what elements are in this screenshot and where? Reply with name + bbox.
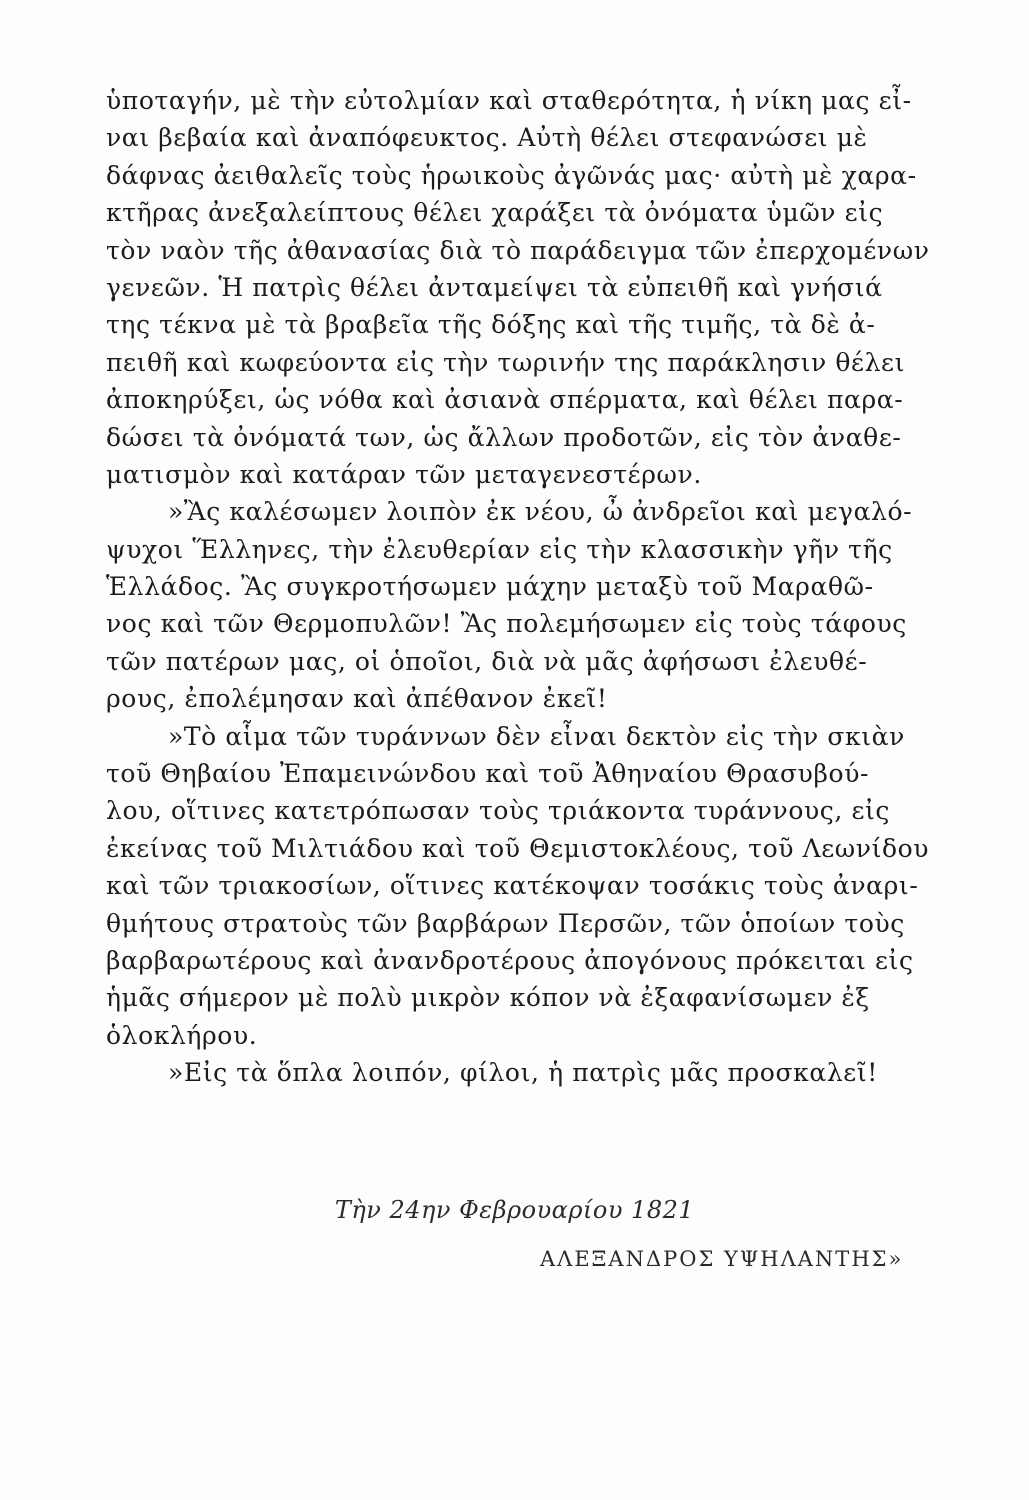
text-line: ματισμὸν καὶ κατάραν τῶν μεταγενεστέρων. [106,459,702,489]
text-line: τοῦ Θηβαίου Ἐπαμεινώνδου καὶ τοῦ Ἀθηναίου Θρασυβού- [106,759,870,789]
text-line: ρους, ἐπολέμησαν καὶ ἀπέθανον ἐκεῖ! [106,684,608,714]
text-line: τὸν ναὸν τῆς ἀθανασίας διὰ τὸ παράδειγμα τῶν ἐπερχομένων [106,235,930,265]
text-line: γενεῶν. Ἡ πατρὶς θέλει ἀνταμείψει τὰ εὐπειθῆ καὶ γνήσιά [106,272,883,302]
text-line: ψυχοι Ἕλληνες, τὴν ἐλευθερίαν εἰς τὴν κλασσικὴν γῆν τῆς [106,534,893,564]
text-line: δώσει τὰ ὀνόματά των, ὡς ἄλλων προδοτῶν, εἰς τὸν ἀναθε- [106,422,902,452]
text-line: τῶν πατέρων μας, οἱ ὁποῖοι, διὰ νὰ μᾶς ἀφήσωσι ἐλευθέ- [106,646,868,676]
text-line: κτῆρας ἀνεξαλείπτους θέλει χαράξει τὰ ὀνόματα ὑμῶν εἰς [106,198,884,228]
text-line: νος καὶ τῶν Θερμοπυλῶν! Ἂς πολεμήσωμεν εἰς τοὺς τάφους [106,609,907,639]
paragraph-start-line: »Τὸ αἷμα τῶν τυράννων δὲν εἶναι δεκτὸν εἰς τὴν σκιὰν [168,721,905,751]
paragraph-start-line: »Ἂς καλέσωμεν λοιπὸν ἐκ νέου, ὦ ἀνδρεῖοι καὶ μεγαλό- [168,497,913,527]
text-line: της τέκνα μὲ τὰ βραβεῖα τῆς δόξης καὶ τῆς τιμῆς, τὰ δὲ ἀ- [106,310,876,340]
signature: ΑΛΕΞΑΝΔΡΟΣ ΥΨΗΛΑΝΤΗΣ» [540,1247,904,1271]
text-line: πειθῆ καὶ κωφεύοντα εἰς τὴν τωρινήν της παράκλησιν θέλει [106,347,905,377]
letter-date: Τὴν 24ην Φεβρουαρίου 1821 [334,1196,695,1224]
text-line: καὶ τῶν τριακοσίων, οἵτινες κατέκοψαν τοσάκις τοὺς ἀναρι- [106,871,919,901]
text-line: λου, οἵτινες κατετρόπωσαν τοὺς τριάκοντα τυράννους, εἰς [106,796,891,826]
text-line: βαρβαρωτέρους καὶ ἀνανδροτέρους ἀπογόνους πρόκειται εἰς [106,945,914,975]
body-text [106,82,952,1092]
text-line: ἐκείνας τοῦ Μιλτιάδου καὶ τοῦ Θεμιστοκλέους, τοῦ Λεωνίδου [106,833,930,863]
text-line: ἡμᾶς σήμερον μὲ πολὺ μικρὸν κόπον νὰ ἐξαφανίσωμεν ἐξ [106,983,870,1013]
text-line: Ἑλλάδος. Ἂς συγκροτήσωμεν μάχην μεταξὺ τοῦ Μαραθῶ- [106,572,874,602]
text-line: ὑποταγήν, μὲ τὴν εὐτολμίαν καὶ σταθερότητα, ἡ νίκη μας εἶ- [106,86,912,115]
text-line: ἀποκηρύξει, ὡς νόθα καὶ ἀσιανὰ σπέρματα, καὶ θέλει παρα- [106,385,904,415]
text-line: ὁλοκλήρου. [106,1020,258,1050]
paragraph-start-line: »Εἰς τὰ ὅπλα λοιπόν, φίλοι, ἡ πατρὶς μᾶς προσκαλεῖ! [168,1058,878,1088]
text-line: δάφνας ἀειθαλεῖς τοὺς ἡρωικοὺς ἀγῶνάς μας· αὐτὴ μὲ χαρα- [106,160,917,190]
text-line: θμήτους στρατοὺς τῶν βαρβάρων Περσῶν, τῶν ὁποίων τοὺς [106,908,905,938]
text-line: ναι βεβαία καὶ ἀναπόφευκτος. Αὐτὴ θέλει στεφανώσει μὲ [106,123,868,153]
